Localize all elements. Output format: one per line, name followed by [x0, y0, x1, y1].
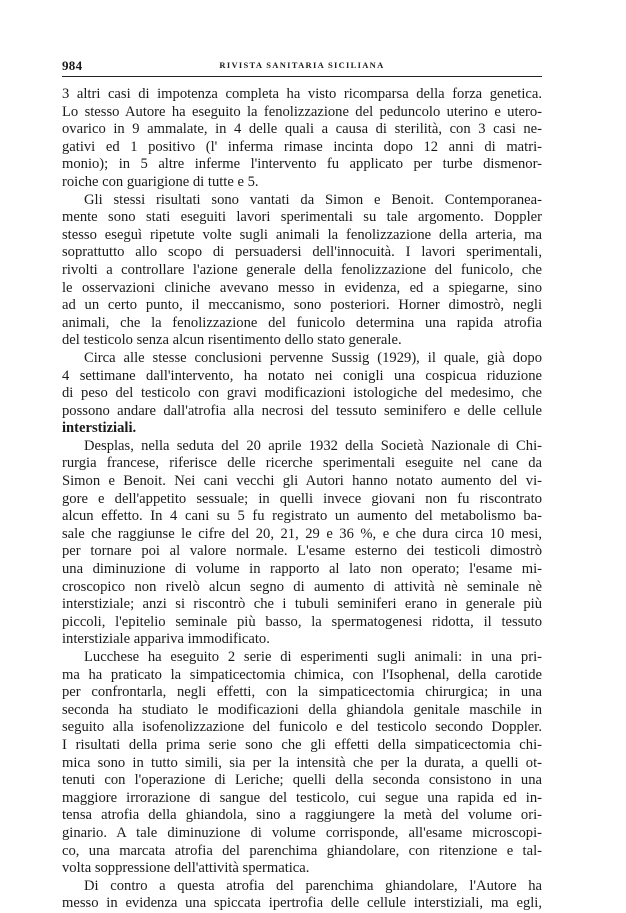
text-line: tensa atrofia della ghiandola, sino a raggiungere la metà del volume ori-: [62, 807, 542, 824]
text-line: Lo stesso Autore ha eseguito la fenolizzazione del peduncolo uterino e utero-: [62, 103, 542, 120]
text-line: interstiziale appariva immodificato.: [62, 631, 270, 648]
text-line: per confrontarla, negli effetti, con la simpaticectomia chirurgica; in una: [62, 684, 542, 701]
text-line: gore e dell'appetito sessuale; in quelli invece giovani non fu riscontrato: [62, 490, 542, 507]
text-line: seguito alla isofenolizzazione del funicolo e del testicolo secondo Doppler.: [62, 719, 542, 736]
text-line: 4 settimane dall'intervento, ha notato nei conigli una cospicua riduzione: [62, 367, 542, 384]
text-line: alcun effetto. In 4 cani su 5 fu registrato un aumento del metabolismo ba-: [62, 508, 542, 525]
text-line: ovarico in 9 ammalate, in 4 delle quali a causa di sterilità, con 3 casi ne-: [62, 121, 542, 138]
text-line: seconda ha studiato le modificazioni della ghiandola genitale maschile in: [62, 701, 542, 718]
text-line: croscopico non rivelò alcun segno di aumento di attività nè seminale nè: [62, 578, 542, 595]
text-line: ma ha praticato la simpaticectomia chimica, con l'Isophenal, della carotide: [62, 666, 542, 683]
text-line: rurgia francese, riferisce delle ricerche sperimentali eseguite nel cane da: [62, 455, 542, 472]
text-line: una diminuzione di volume in rapporto al lato non operato; l'esame mi-: [62, 561, 542, 578]
text-line: interstiziali.: [62, 420, 137, 437]
text-line: messo in evidenza una spiccata ipertrofia delle cellule interstiziali, ma egli,: [62, 895, 542, 912]
text-line: per tornare poi al valore normale. L'esame esterno dei testicoli dimostrò: [62, 543, 542, 560]
text-line: sale che raggiunse le cifre del 20, 21, 29 e 36 %, e che dura circa 10 mesi,: [62, 525, 542, 542]
header-rule: [62, 76, 542, 77]
text-line: piccoli, l'epitelio seminale più basso, la spermatogenesi ridotta, il tessuto: [62, 613, 542, 630]
text-line: di peso del testicolo con gravi modificazioni istologiche del medesimo, che: [62, 385, 542, 402]
text-line: mica sono in tutto simili, sia per la intensità che per la durata, a quelli ot-: [62, 754, 542, 771]
text-line: gativi ed 1 positivo (l' inferma rimase incinta dopo 12 anni di matri-: [62, 138, 542, 155]
text-line: Desplas, nella seduta del 20 aprile 1932 della Società Nazionale di Chi-: [84, 437, 542, 454]
text-line: interstiziale; anzi si riscontrò che i tubuli seminiferi erano in generale più: [62, 596, 542, 613]
text-line: Gli stessi risultati sono vantati da Simon e Benoit. Contemporanea-: [84, 191, 542, 208]
text-line: Circa alle stesse conclusioni pervenne Sussig (1929), il quale, già dopo: [84, 349, 542, 366]
text-line: animali, che la fenolizzazione del funicolo determina una rapida atrofia: [62, 314, 542, 331]
page-header: [62, 58, 542, 74]
text-line: del testicolo senza alcun risentimento dello stato generale.: [62, 332, 402, 349]
text-line: le osservazioni cliniche avevano messo in evidenza, ed a spiegarne, sino: [62, 279, 542, 296]
running-title: RIVISTA SANITARIA SICILIANA: [219, 60, 385, 70]
body-text: [62, 86, 542, 913]
text-line: stesso eseguì ripetute volte sugli animali la fenolizzazione della arteria, ma: [62, 226, 542, 243]
text-line: Simon e Benoit. Nei cani vecchi gli Autori hanno notato aumento del vi-: [62, 473, 542, 490]
text-line: soprattutto allo scopo di persuadersi dell'innocuità. I lavori sperimentali,: [62, 244, 542, 261]
text-line: possono andare dall'atrofia alla necrosi del tessuto seminifero e delle cellule: [62, 402, 542, 419]
text-line: tenuti con l'operazione di Leriche; quelli della seconda consistono in una: [62, 772, 542, 789]
text-line: maggiore irrorazione di sangue del testicolo, cui segue una rapida ed in-: [62, 789, 542, 806]
text-line: I risultati della prima serie sono che gli effetti della simpaticectomia chi-: [62, 736, 542, 753]
text-line: Lucchese ha eseguito 2 serie di esperimenti sugli animali: in una pri-: [84, 649, 542, 665]
text-line: Di contro a questa atrofia del parenchima ghiandolare, l'Autore ha: [84, 877, 542, 894]
text-line: ginario. A tale diminuzione di volume corrisponde, all'esame microscopi-: [62, 824, 542, 841]
text-line: roiche con guarigione di tutte e 5.: [62, 173, 259, 190]
text-line: co, una marcata atrofia del parenchima ghiandolare, con ritenzione e tal-: [62, 842, 542, 859]
text-line: 3 altri casi di impotenza completa ha visto ricomparsa della forza genetica.: [62, 86, 542, 102]
text-line: rivolti a controllare l'azione generale della fenolizzazione del funicolo, che: [62, 261, 542, 278]
page-number: 984: [62, 58, 83, 73]
text-line: monio); in 5 altre inferme l'intervento fu applicato per turbe dismenor-: [62, 156, 542, 173]
text-line: mente sono stati eseguiti lavori sperimentali su tale argomento. Doppler: [62, 209, 542, 226]
text-line: ad un certo punto, il meccanismo, sono posteriori. Horner dimostrò, negli: [62, 297, 542, 314]
text-line: volta soppressione dell'attività spermatica.: [62, 860, 310, 877]
